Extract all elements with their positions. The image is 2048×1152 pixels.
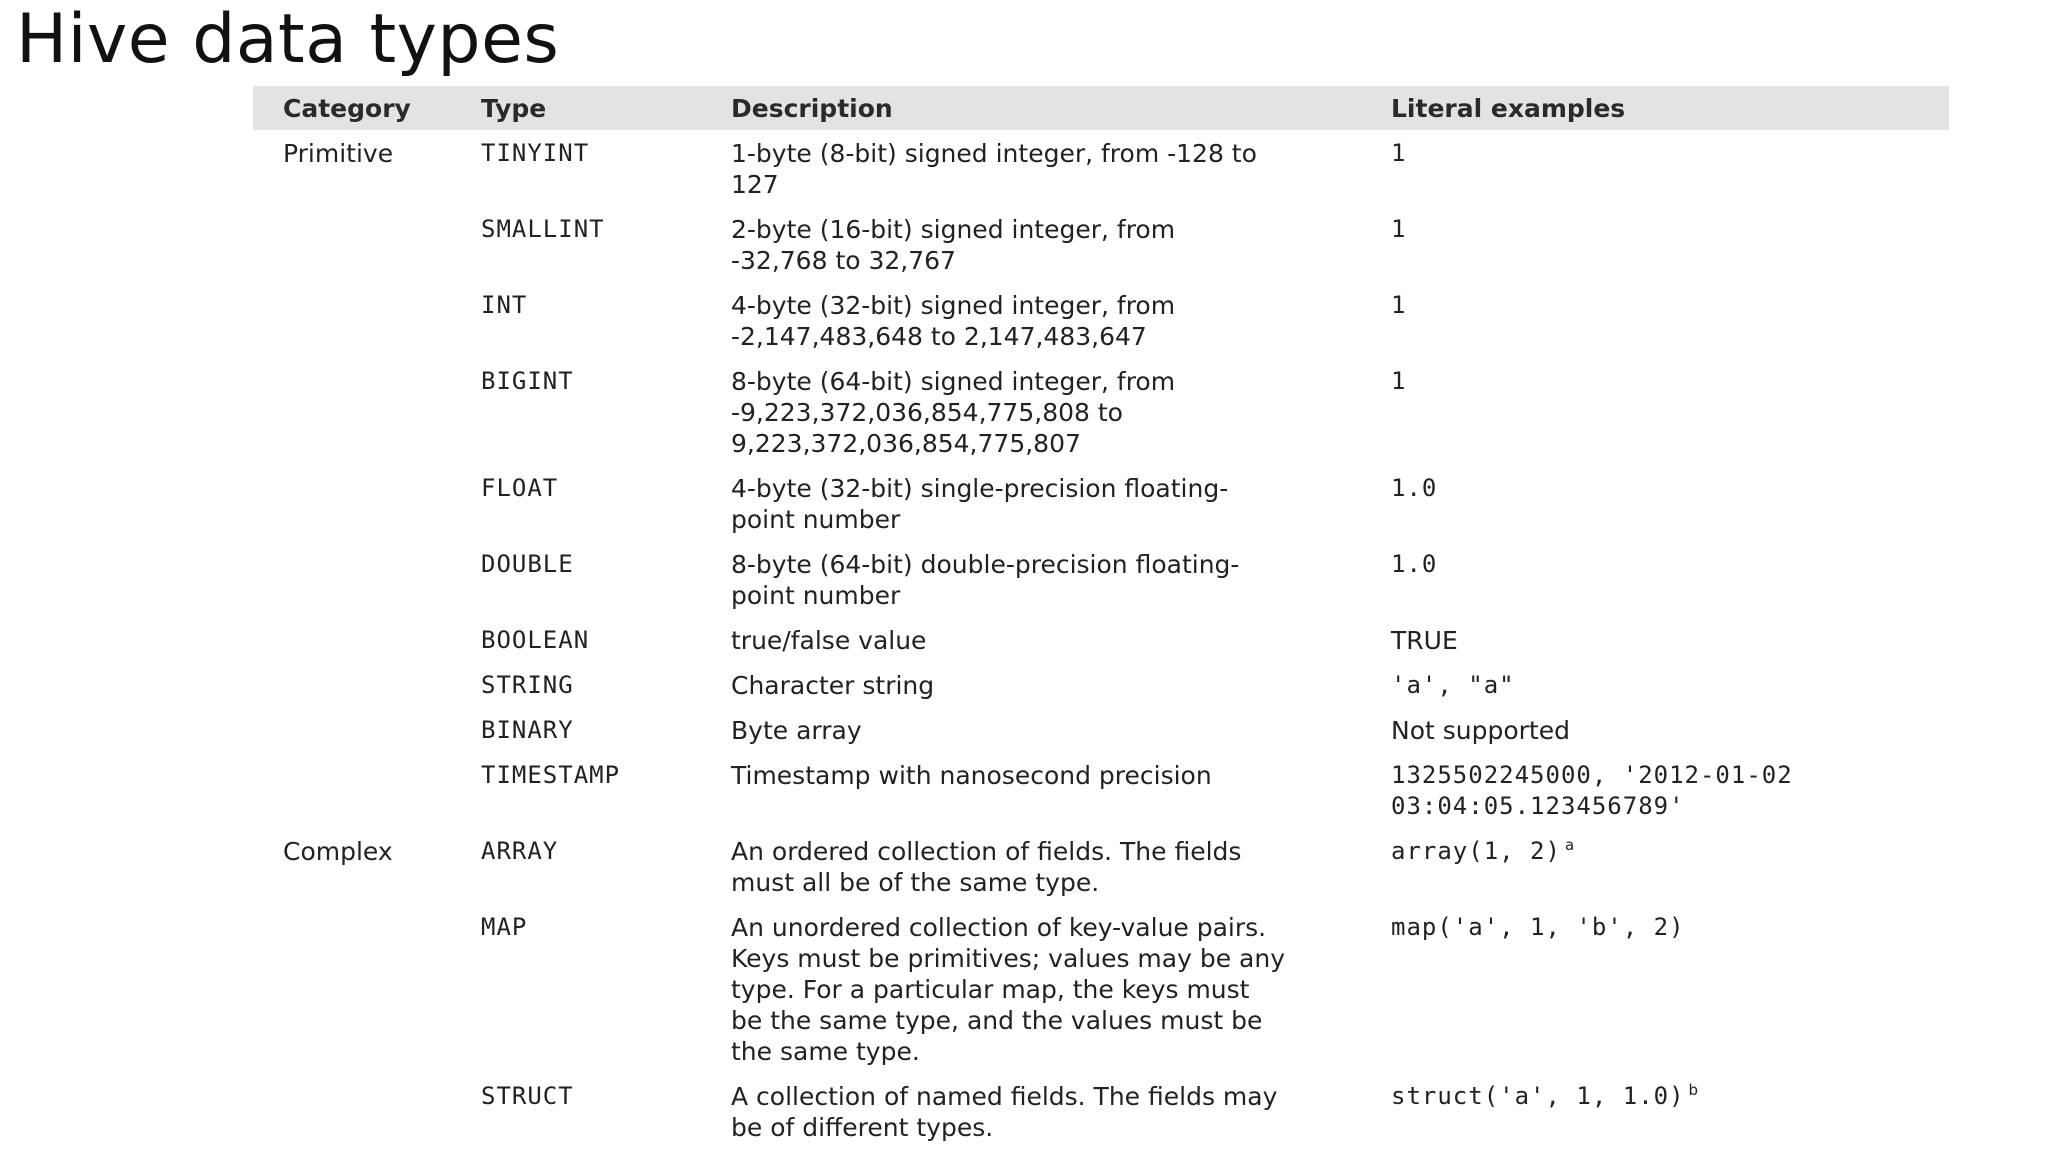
cell-literal-example-text: array(1, 2)	[1391, 837, 1561, 865]
cell-description-text: 1-byte (8-bit) signed integer, from -128 to 127	[731, 139, 1257, 199]
cell-category	[253, 541, 481, 617]
cell-literal-example	[1391, 541, 1949, 617]
cell-description-text: 8-byte (64-bit) double-precision floating- point number	[731, 550, 1240, 610]
cell-literal-example-text: 1.0	[1391, 550, 1438, 578]
cell-type-text: BIGINT	[481, 367, 574, 395]
cell-literal-example	[1391, 130, 1949, 206]
cell-category	[253, 130, 481, 206]
cell-description-text: 2-byte (16-bit) signed integer, from -32,768 to 32,767	[731, 215, 1176, 275]
cell-description-text: An unordered collection of key-value pairs. Keys must be primitives; values may be any type. For a particular map, the keys must be the same type, and the values must be the same type.	[731, 913, 1286, 1066]
data-types-table-image	[253, 86, 1949, 1152]
cell-description	[731, 358, 1391, 465]
cell-type	[481, 662, 731, 707]
cell-description-text: Timestamp with nanosecond precision	[731, 761, 1212, 790]
cell-type	[481, 828, 731, 904]
cell-type	[481, 465, 731, 541]
cell-category	[253, 358, 481, 465]
cell-literal-example	[1391, 707, 1949, 752]
cell-type	[481, 130, 731, 206]
cell-literal-example	[1391, 358, 1949, 465]
cell-literal-example	[1391, 617, 1949, 662]
cell-literal-example-text: 'a', "a"	[1391, 671, 1515, 699]
cell-type-text: DOUBLE	[481, 550, 574, 578]
cell-literal-example-text: map('a', 1, 'b', 2)	[1391, 913, 1685, 941]
table-row	[253, 707, 1949, 752]
cell-type	[481, 541, 731, 617]
cell-type	[481, 1073, 731, 1149]
cell-category	[253, 1073, 481, 1149]
cell-type-text: TINYINT	[481, 139, 590, 167]
cell-description-text: Character string	[731, 671, 935, 700]
cell-description	[731, 541, 1391, 617]
table-row	[253, 282, 1949, 358]
cell-description-text: 4-byte (32-bit) single-precision floating- point number	[731, 474, 1229, 534]
cell-type	[481, 707, 731, 752]
header-description: Description	[731, 86, 1391, 130]
cell-literal-example	[1391, 662, 1949, 707]
cell-literal-example-text: 1	[1391, 291, 1407, 319]
cell-literal-example-text: 1	[1391, 367, 1407, 395]
cell-type-text: MAP	[481, 913, 528, 941]
cell-literal-example-text: 1	[1391, 215, 1407, 243]
cell-description	[731, 662, 1391, 707]
table-body	[253, 130, 1949, 1149]
cell-literal-example-text: struct('a', 1, 1.0)	[1391, 1082, 1685, 1110]
data-types-table	[253, 86, 1949, 1149]
table-row	[253, 828, 1949, 904]
cell-description-text: 4-byte (32-bit) signed integer, from -2,147,483,648 to 2,147,483,647	[731, 291, 1176, 351]
cell-type-text: BOOLEAN	[481, 626, 590, 654]
cell-literal-example-text: Not supported	[1391, 716, 1570, 745]
cell-type-text: INT	[481, 291, 528, 319]
slide-title: Hive data types	[16, 0, 560, 79]
cell-type-text: STRING	[481, 671, 574, 699]
cell-description-text: Byte array	[731, 716, 862, 745]
cell-category-text: Complex	[283, 837, 393, 866]
table-header-row	[253, 86, 1949, 130]
footnote-marker: b	[1688, 1081, 1699, 1099]
table-row	[253, 662, 1949, 707]
cell-type	[481, 358, 731, 465]
table-row	[253, 465, 1949, 541]
cell-description-text: A collection of named fields. The fields may be of different types.	[731, 1082, 1278, 1142]
cell-description	[731, 707, 1391, 752]
cell-category	[253, 617, 481, 662]
cell-literal-example-text: 1	[1391, 139, 1407, 167]
cell-type-text: FLOAT	[481, 474, 559, 502]
cell-category	[253, 904, 481, 1073]
cell-type	[481, 282, 731, 358]
cell-category	[253, 465, 481, 541]
cell-description	[731, 206, 1391, 282]
header-type: Type	[481, 86, 731, 130]
table-row	[253, 617, 1949, 662]
cell-description	[731, 130, 1391, 206]
cell-literal-example	[1391, 282, 1949, 358]
cell-literal-example	[1391, 206, 1949, 282]
cell-description	[731, 904, 1391, 1073]
cell-type-text: STRUCT	[481, 1082, 574, 1110]
cell-category	[253, 282, 481, 358]
table-row	[253, 752, 1949, 828]
cell-literal-example	[1391, 904, 1949, 1073]
header-literal-examples: Literal examples	[1391, 86, 1949, 130]
cell-literal-example-text: 1.0	[1391, 474, 1438, 502]
cell-category	[253, 707, 481, 752]
cell-type-text: SMALLINT	[481, 215, 605, 243]
cell-category	[253, 752, 481, 828]
cell-literal-example	[1391, 1073, 1949, 1149]
cell-type	[481, 752, 731, 828]
table-row	[253, 541, 1949, 617]
cell-description	[731, 1073, 1391, 1149]
cell-description	[731, 617, 1391, 662]
cell-description-text: true/false value	[731, 626, 927, 655]
cell-literal-example	[1391, 828, 1949, 904]
table-row	[253, 130, 1949, 206]
cell-description-text: 8-byte (64-bit) signed integer, from -9,223,372,036,854,775,808 to 9,223,372,036,854,775,807	[731, 367, 1176, 458]
cell-type-text: TIMESTAMP	[481, 761, 621, 789]
cell-category	[253, 828, 481, 904]
cell-category-text: Primitive	[283, 139, 394, 168]
cell-category	[253, 662, 481, 707]
table-row	[253, 1073, 1949, 1149]
cell-type-text: ARRAY	[481, 837, 559, 865]
header-category: Category	[253, 86, 481, 130]
table-row	[253, 904, 1949, 1073]
cell-literal-example-text: 1325502245000, '2012-01-02 03:04:05.123456789'	[1391, 761, 1793, 820]
cell-description-text: An ordered collection of fields. The fields must all be of the same type.	[731, 837, 1242, 897]
cell-literal-example	[1391, 465, 1949, 541]
cell-category	[253, 206, 481, 282]
cell-literal-example-text: TRUE	[1391, 626, 1458, 655]
cell-description	[731, 752, 1391, 828]
cell-literal-example	[1391, 752, 1949, 828]
table-row	[253, 358, 1949, 465]
cell-type-text: BINARY	[481, 716, 574, 744]
table-row	[253, 206, 1949, 282]
cell-description	[731, 465, 1391, 541]
cell-description	[731, 282, 1391, 358]
cell-type	[481, 617, 731, 662]
cell-description	[731, 828, 1391, 904]
cell-type	[481, 206, 731, 282]
footnote-marker: a	[1564, 836, 1575, 854]
cell-type	[481, 904, 731, 1073]
